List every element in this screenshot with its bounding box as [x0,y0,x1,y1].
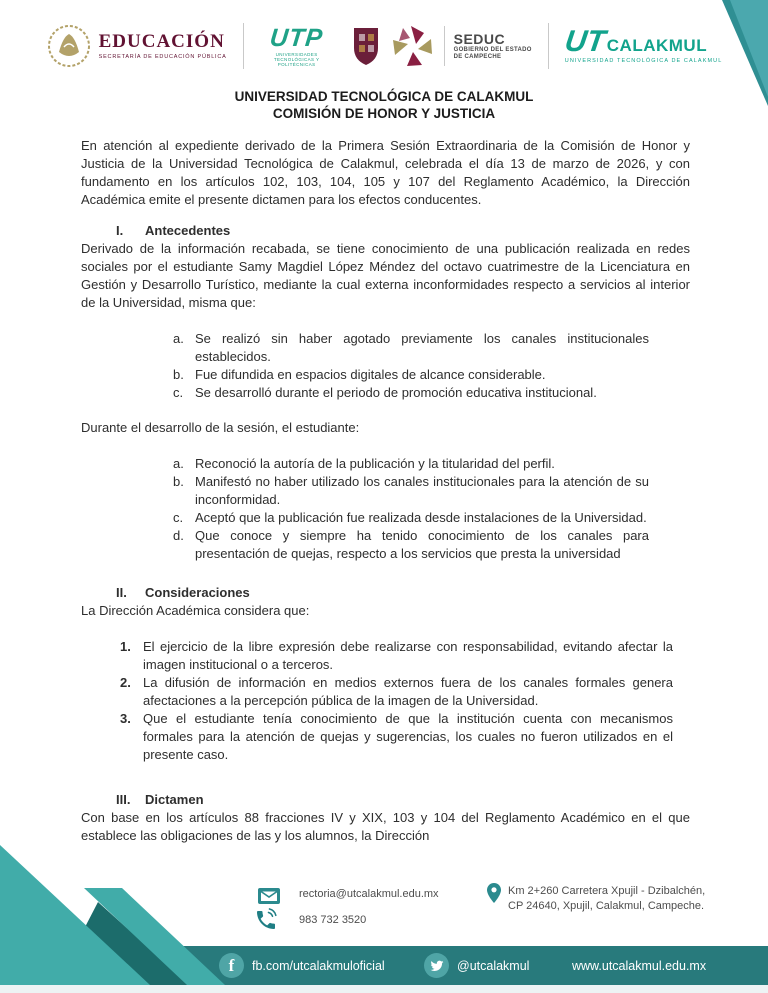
section-numeral: I. [116,223,124,238]
eagle-emblem-icon [46,23,92,69]
list-marker: b. [173,474,184,489]
section-heading-consideraciones [81,584,690,602]
facebook-icon: f [219,953,244,978]
list-item [81,473,690,509]
utp-subtitle: UNIVERSIDADES TECNOLÓGICAS Y POLITÉCNICAS [273,51,320,67]
list-text: Reconoció la autoría de la publicación y la titularidad del perfil. [195,456,555,471]
list-marker: d. [173,528,184,543]
utp-wordmark: UTP [268,23,325,52]
list-text: Se desarrolló durante el periodo de promoción educativa institucional. [195,385,597,400]
twitter-handle: @utcalakmul [457,958,530,973]
list-text: Que el estudiante tenía conocimiento de que la institución cuenta con mecanismos formales para la atención de quejas y sugerencias, los cuales no fueron utilizados en el presente caso. [143,711,673,762]
header-logos [0,16,768,76]
section-numeral: III. [116,792,131,807]
consideraciones-paragraph: La Dirección Académica considera que: [81,603,310,618]
list-text: La difusión de información en medios externos fuera de los canales formales genera afectaciones a la percepción pública de la imagen de la Universidad. [143,675,673,708]
list-marker: a. [173,456,184,471]
document-title [0,88,768,122]
logo-divider [548,23,549,69]
section-numeral: II. [116,585,127,600]
section-title: Dictamen [145,792,204,807]
logo-educacion [46,23,227,69]
list-text: Se realizó sin haber agotado previamente los canales institucionales establecidos. [195,331,649,364]
facebook-handle: fb.com/utcalakmuloficial [252,958,385,973]
list-item [81,638,690,674]
twitter-icon [424,953,449,978]
footer-email: rectoria@utcalakmul.edu.mx [299,888,439,900]
educacion-wordmark: EDUCACIÓN [98,31,225,52]
list-marker: b. [173,367,184,382]
list-consideraciones [81,638,690,764]
website-url: www.utcalakmul.edu.mx [572,958,707,973]
list-text: Que conoce y siempre ha tenido conocimiento de los canales para presentación de quejas, respecto a los servicios que presta la universidad [195,528,649,561]
location-pin-icon [487,883,501,903]
list-marker: 1. [120,639,131,654]
list-item [81,527,690,563]
list-item [81,330,690,366]
footer-address-line1: Km 2+260 Carretera Xpujil - Dzibalchén, [508,885,706,897]
document-body [81,137,690,845]
list-text: Manifestó no haber utilizado los canales institucionales para la atención de su inconformidad. [195,474,649,507]
seduc-subtitle-line2: DE CAMPECHE [453,53,502,60]
utcalakmul-abbrev: UT [562,24,608,58]
document-title-line2: COMISIÓN DE HONOR Y JUSTICIA [272,106,496,121]
list-item [81,384,690,402]
list-item [81,710,690,764]
list-marker: 2. [120,675,131,690]
phone-icon [254,908,278,932]
list-item [81,509,690,527]
list-item [81,366,690,384]
logo-divider [243,23,244,69]
logo-utp [260,23,334,67]
section-title: Antecedentes [145,223,231,238]
section-title: Consideraciones [145,585,250,600]
bottom-edge-strip [0,985,768,993]
utcalakmul-wordmark: CALAKMUL [606,35,708,55]
dictamen-paragraph: Con base en los artículos 88 fracciones IV y XIX, 103 y 104 del Reglamento Académico en el que establece las obligaciones de las y los alumnos, la Dirección [81,810,690,843]
interlude-paragraph: Durante el desarrollo de la sesión, el estudiante: [81,420,360,435]
logo-utcalakmul [562,24,723,64]
list-text: Fue difundida en espacios digitales de alcance considerable. [195,367,546,382]
logo-divider [444,26,445,66]
logo-seduc-group [350,24,532,68]
list-sesion [81,455,690,563]
list-marker: 3. [120,711,131,726]
utcalakmul-subtitle: UNIVERSIDAD TECNOLÓGICA DE CALAKMUL [564,57,723,64]
intro-paragraph: En atención al expediente derivado de la Primera Sesión Extraordinaria de la Comisión de Honor y Justicia de la Universidad Tecnológica de Calakmul, celebrada el día 13 de marzo de 2026, y con fundamento en los artículos 102, 103, 104, 105 y 107 del Reglamento Académico, la Dirección Académica emite el presente dictamen para los efectos conducentes. [81,138,690,207]
educacion-subtitle: SECRETARÍA DE EDUCACIÓN PÚBLICA [98,54,227,60]
list-item [81,455,690,473]
list-marker: c. [173,385,184,400]
footer-twitter [424,946,529,985]
email-icon [258,888,280,904]
document-title-line1: UNIVERSIDAD TECNOLÓGICA DE CALAKMUL [234,89,534,104]
footer-website [572,946,706,985]
list-marker: c. [173,510,184,525]
list-item [81,674,690,710]
seduc-subtitle-line1: GOBIERNO DEL ESTADO [453,46,532,53]
footer-address [508,884,718,914]
list-publicacion [81,330,690,402]
campeche-shield-icon [350,24,382,68]
seduc-wordmark: SEDUC [453,30,506,47]
footer-address-line2: CP 24640, Xpujil, Calakmul, Campeche. [508,900,705,912]
section-heading-antecedentes [81,222,690,240]
section-heading-dictamen [81,791,690,809]
list-text: El ejercicio de la libre expresión debe realizarse con responsabilidad, evitando afectar la imagen institucional o a terceros. [143,639,673,672]
list-text: Aceptó que la publicación fue realizada desde instalaciones de la Universidad. [195,510,647,525]
list-marker: a. [173,331,184,346]
footer-phone: 983 732 3520 [299,914,367,926]
corner-decoration-bottom-left [0,820,250,985]
antecedentes-paragraph: Derivado de la información recabada, se tiene conocimiento de una publicación realizada en redes sociales por el estudiante Samy Magdiel López Méndez del octavo cuatrimestre de la Licenciatura en Gestión y Desarrollo Turístico, mediante la cual externa inconformidades respecto a servicios al interior de la Universidad, misma que: [81,241,690,310]
seduc-hex-logo-icon [391,24,435,68]
